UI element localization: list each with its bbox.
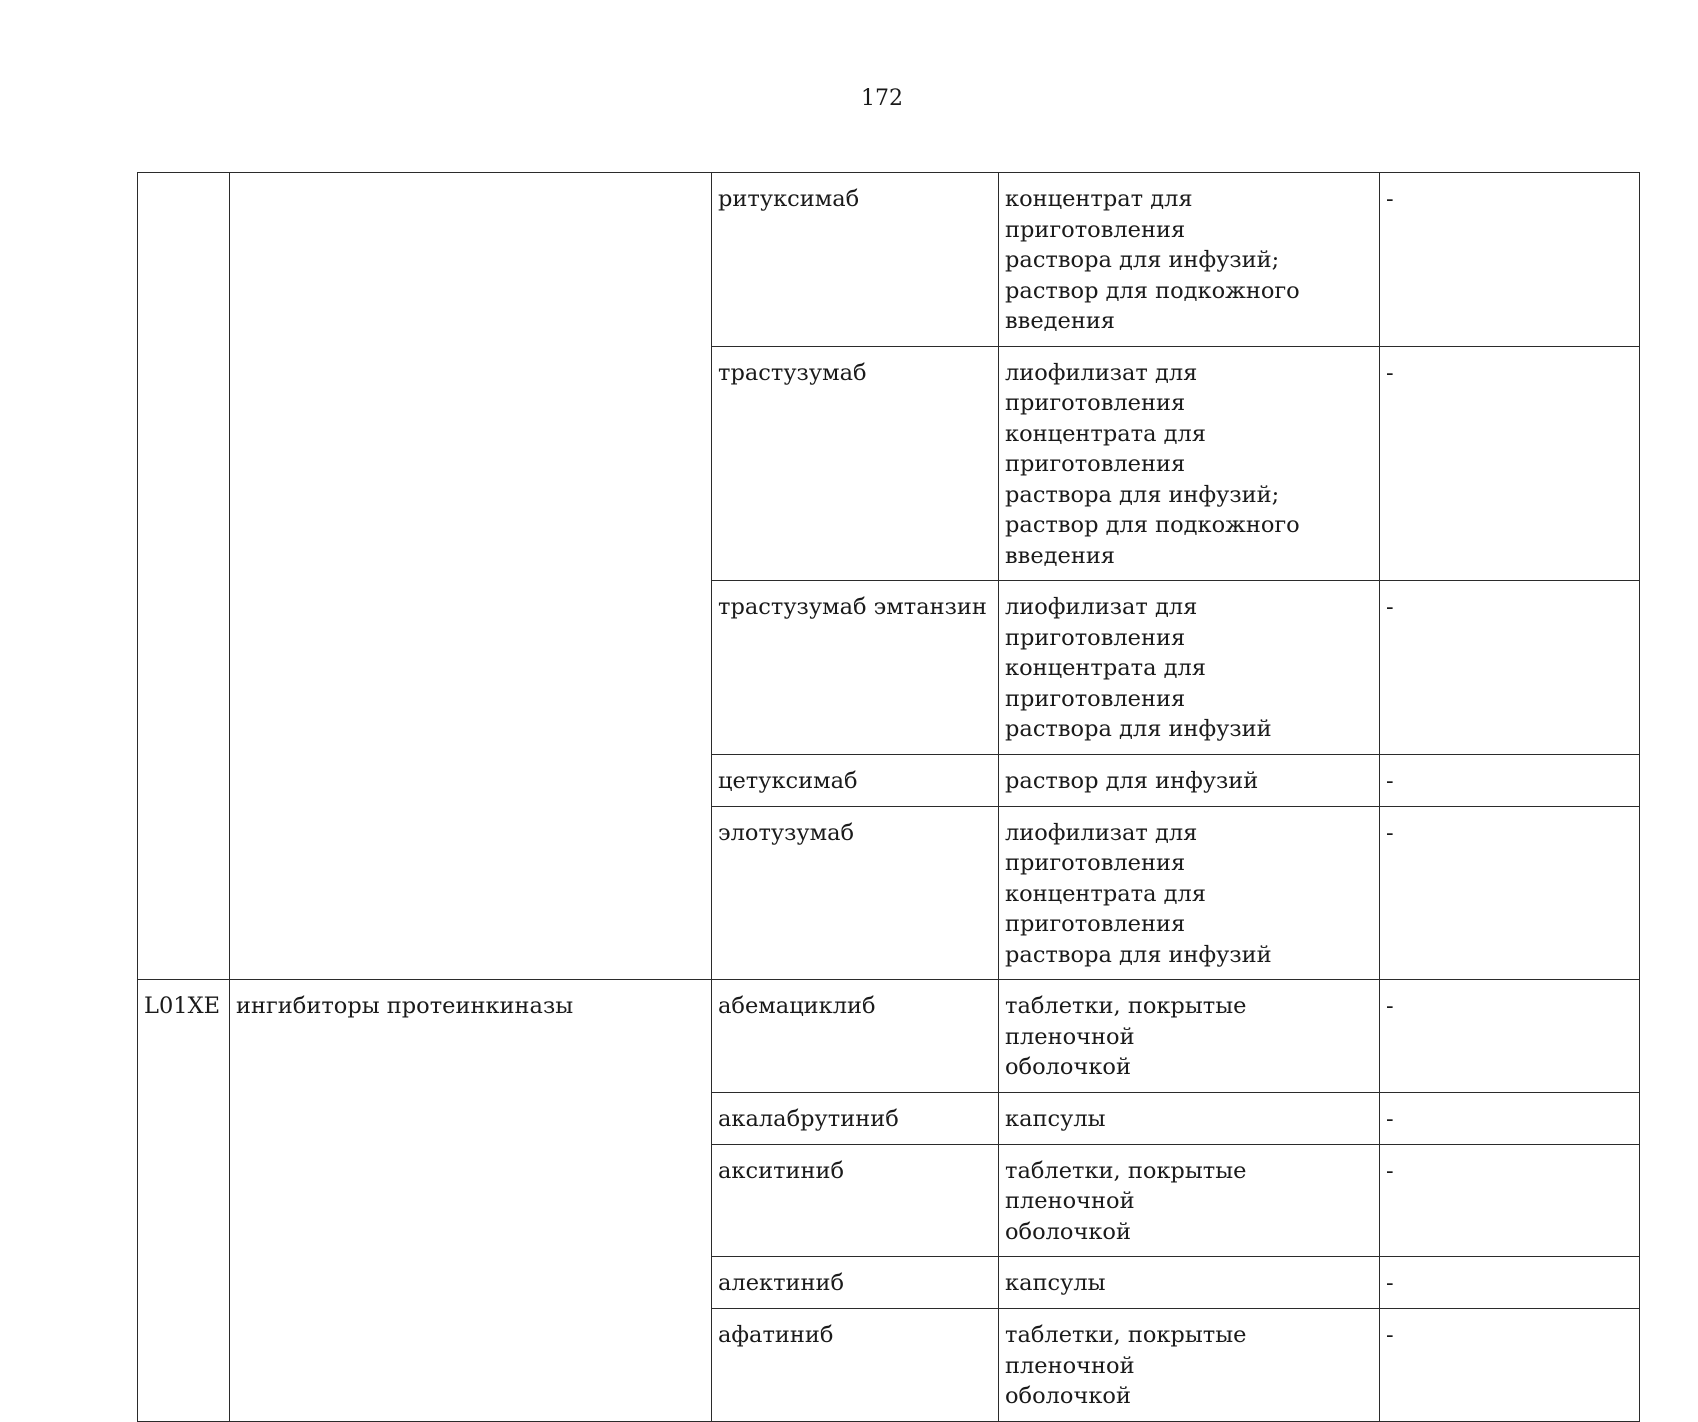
dosage-form: капсулы (999, 1092, 1380, 1144)
dosage-form: таблетки, покрытые пленочной оболочкой (999, 1144, 1380, 1257)
group-name-cell: ингибиторы протеинкиназы (230, 980, 712, 1422)
dosage-form: лиофилизат для приготовления концентрата для приготовления раствора для инфузий (999, 806, 1380, 980)
dosage-form: раствор для инфузий (999, 754, 1380, 806)
dosage-form: концентрат для приготовления раствора для инфузий; раствор для подкожного введения (999, 173, 1380, 347)
dosage-form: таблетки, покрытые пленочной оболочкой (999, 980, 1380, 1093)
extra-cell: - (1380, 173, 1640, 347)
drug-name: цетуксимаб (712, 754, 999, 806)
extra-cell: - (1380, 346, 1640, 581)
drug-name: ритуксимаб (712, 173, 999, 347)
drug-name: акалабрутиниб (712, 1092, 999, 1144)
drug-name: элотузумаб (712, 806, 999, 980)
extra-cell: - (1380, 1092, 1640, 1144)
drug-name: акситиниб (712, 1144, 999, 1257)
extra-cell: - (1380, 806, 1640, 980)
extra-cell: - (1380, 1309, 1640, 1422)
extra-cell: - (1380, 1144, 1640, 1257)
dosage-form: таблетки, покрытые пленочной оболочкой (999, 1309, 1380, 1422)
table-row (138, 980, 1640, 1093)
drug-name: афатиниб (712, 1309, 999, 1422)
atc-code-cell (138, 173, 230, 980)
extra-cell: - (1380, 1257, 1640, 1309)
drug-name: трастузумаб (712, 346, 999, 581)
dosage-form: лиофилизат для приготовления концентрата для приготовления раствора для инфузий; раствор для подкожного введения (999, 346, 1380, 581)
extra-cell: - (1380, 754, 1640, 806)
group-name-cell (230, 173, 712, 980)
dosage-form: капсулы (999, 1257, 1380, 1309)
table-row (138, 173, 1640, 347)
drug-name: алектиниб (712, 1257, 999, 1309)
dosage-form: лиофилизат для приготовления концентрата для приготовления раствора для инфузий (999, 581, 1380, 755)
atc-code-cell: L01XE (138, 980, 230, 1422)
drug-name: трастузумаб эмтанзин (712, 581, 999, 755)
drug-table (137, 172, 1640, 1422)
drug-name: абемациклиб (712, 980, 999, 1093)
extra-cell: - (1380, 581, 1640, 755)
extra-cell: - (1380, 980, 1640, 1093)
page-number: 172 (861, 86, 903, 111)
